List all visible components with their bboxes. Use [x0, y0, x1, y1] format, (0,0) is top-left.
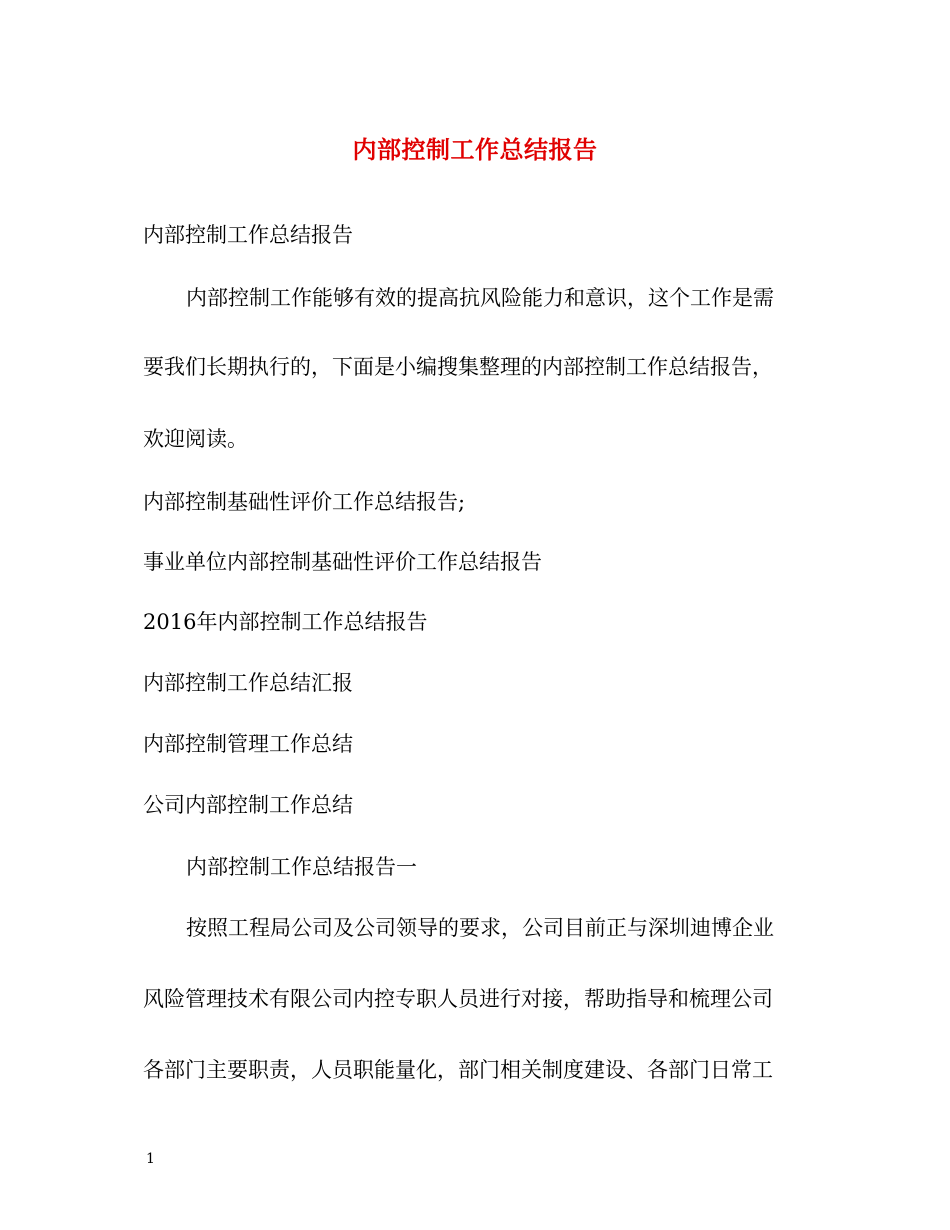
- paragraph-line: 按照工程局公司及公司领导的要求，公司目前正与深圳迪博企业: [186, 916, 774, 940]
- paragraph-line: 风险管理技术有限公司内控专职人员进行对接，帮助指导和梳理公司: [143, 987, 773, 1011]
- list-item: 内部控制基础性评价工作总结报告;: [143, 490, 466, 514]
- page-number: 1: [146, 1151, 155, 1167]
- paragraph-line: 欢迎阅读。: [143, 427, 248, 451]
- paragraph-line: 各部门主要职责，人员职能量化，部门相关制度建设、各部门日常工: [143, 1058, 773, 1082]
- list-item: 2016年内部控制工作总结报告: [143, 610, 428, 634]
- subtitle-line: 内部控制工作总结报告: [143, 223, 353, 247]
- paragraph-line: 要我们长期执行的，下面是小编搜集整理的内部控制工作总结报告，: [143, 355, 773, 379]
- list-item: 内部控制工作总结汇报: [143, 671, 353, 695]
- section-heading: 内部控制工作总结报告一: [186, 855, 417, 879]
- list-item: 事业单位内部控制基础性评价工作总结报告: [143, 550, 542, 574]
- document-title: 内部控制工作总结报告: [352, 135, 598, 164]
- paragraph-line: 内部控制工作能够有效的提高抗风险能力和意识，这个工作是需: [186, 286, 774, 310]
- list-item: 公司内部控制工作总结: [143, 793, 353, 817]
- list-item: 内部控制管理工作总结: [143, 732, 353, 756]
